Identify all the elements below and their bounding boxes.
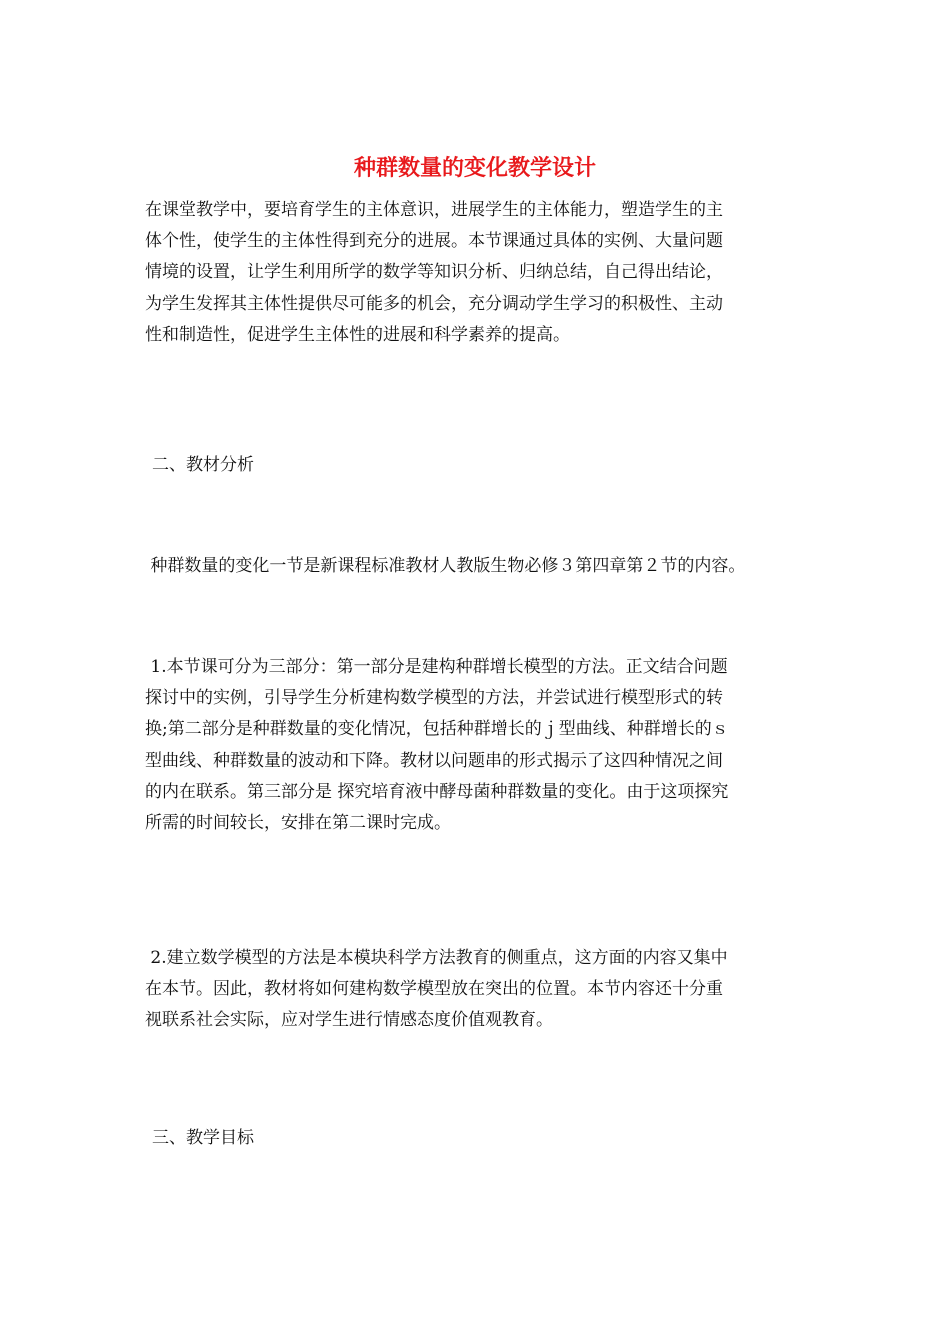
document-title: 种群数量的变化教学设计 (353, 155, 596, 181)
section-heading-textbook-analysis: 二、教材分析 (152, 455, 254, 475)
textbook-analysis-paragraph-3: 2.建立数学模型的方法是本模块科学方法教育的侧重点，这方面的内容又集中 在本节。因此，教材将如何建构数学模型放在突出的位置。本节内容还十分重 视联系社会实际，应对学生进行情感态度价值观教育。 (145, 948, 728, 1031)
textbook-analysis-paragraph-1: 种群数量的变化一节是新课程标准教材人教版生物必修３第四章第２节的内容。 (145, 556, 746, 576)
section-heading-teaching-objectives: 三、教学目标 (152, 1128, 254, 1148)
textbook-analysis-paragraph-2: 1.本节课可分为三部分：第一部分是建构种群增长模型的方法。正文结合问题 探讨中的实例，引导学生分析建构数学模型的方法，并尝试进行模型形式的转 换;第二部分是种群数量的变化情况，包括种群增长的ｊ型曲线、种群增长的ｓ 型曲线、种群数量的波动和下降。教材以问题串的形式揭示了这四种情况之间 的内在联系。第三部分是 探究培育液中酵母菌种群数量的变化。由于这项探究 所需的时间较长，安排在第二课时完成。 (145, 657, 729, 834)
intro-paragraph: 在课堂教学中，要培育学生的主体意识，进展学生的主体能力，塑造学生的主 体个性，使学生的主体性得到充分的进展。本节课通过具体的实例、大量问题 情境的设置，让学生利用所学的数学等知识分析、归纳总结，自己得出结论， 为学生发挥其主体性提供尽可能多的机会，充分调动学生学习的积极性、主动 性和制造性，促进学生主体性的进展和科学素养的提高。 (145, 200, 723, 345)
